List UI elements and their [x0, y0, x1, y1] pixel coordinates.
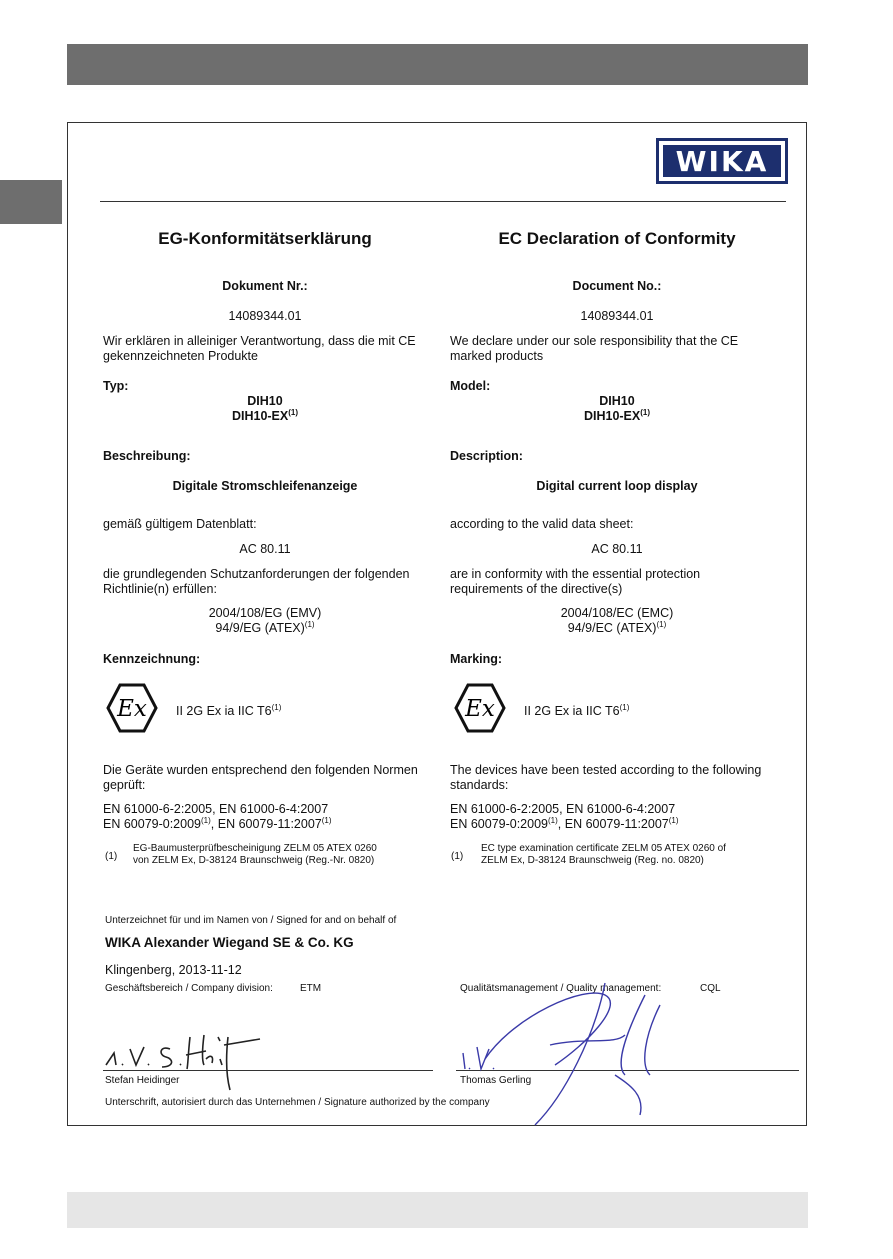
- desc-en: Digital current loop display: [536, 479, 698, 493]
- dir-en-2: 94/9/EC (ATEX)$^{(1)}$: [567, 619, 667, 635]
- marking-de: II 2G Ex ia IIC T6$^{(1)}$: [176, 702, 282, 718]
- intro-en-2: marked products: [450, 349, 544, 363]
- place-date: Klingenberg, 2013-11-12: [105, 963, 242, 977]
- intro-de-1: Wir erklären in alleiniger Verantwortung, dass die mit CE: [103, 334, 416, 348]
- tested-de-1: Die Geräte wurden entsprechend den folgenden Normen: [103, 763, 418, 777]
- company-name: WIKA Alexander Wiegand SE & Co. KG: [105, 935, 354, 950]
- ex-hexagon-icon-de: [106, 683, 158, 733]
- svg-text:Ex: Ex: [465, 696, 495, 722]
- datasheet-en: AC 80.11: [591, 542, 643, 556]
- header-rule: [100, 201, 786, 202]
- doc-label-de: Dokument Nr.:: [222, 279, 308, 293]
- model-en-1: DIH10: [599, 394, 635, 408]
- doc-no-de: 14089344.01: [228, 309, 302, 323]
- model-de-2: DIH10-EX$^{(1)}$: [231, 407, 299, 423]
- intro-de-2: gekennzeichneten Produkte: [103, 349, 258, 363]
- std-de-1: EN 61000-6-2:2005, EN 61000-6-4:2007: [103, 802, 329, 816]
- footnote-num-en: (1): [451, 851, 464, 862]
- page-header-bar: [67, 44, 808, 85]
- qm-label: Qualitätsmanagement / Quality management:: [460, 983, 662, 994]
- side-language-tab: [0, 180, 62, 224]
- intro-en-1: We declare under our sole responsibility that the CE: [450, 334, 739, 348]
- division-value: ETM: [300, 983, 322, 994]
- signer-2: Thomas Gerling: [460, 1075, 532, 1086]
- type-label-de: Typ:: [103, 379, 129, 393]
- signature-gerling: [455, 975, 695, 1127]
- model-de-1: DIH10: [247, 394, 283, 408]
- datasheet-de: AC 80.11: [239, 542, 291, 556]
- qm-value: CQL: [700, 983, 721, 994]
- req-de-2: Richtlinie(n) erfüllen:: [103, 582, 217, 596]
- footnote-num-de: (1): [105, 851, 118, 862]
- marking-label-en: Marking:: [450, 652, 503, 666]
- tested-en-1: The devices have been tested according to the following: [450, 763, 762, 777]
- marking-en: II 2G Ex ia IIC T6$^{(1)}$: [524, 702, 630, 718]
- division-label: Geschäftsbereich / Company division:: [105, 983, 273, 994]
- model-en-2: DIH10-EX$^{(1)}$: [583, 407, 651, 423]
- signer-1: Stefan Heidinger: [105, 1075, 180, 1086]
- std-en-1: EN 61000-6-2:2005, EN 61000-6-4:2007: [450, 802, 676, 816]
- marking-label-de: Kennzeichnung:: [103, 652, 201, 666]
- datasheet-label-de: gemäß gültigem Datenblatt:: [103, 517, 257, 531]
- std-en-2: EN 60079-0:2009$^{(1)}$, EN 60079-11:2007$^{(1)}$: [450, 815, 679, 831]
- desc-label-de: Beschreibung:: [103, 449, 191, 463]
- signed-for: Unterzeichnet für und im Namen von / Signed for and on behalf of: [105, 915, 397, 926]
- tested-de-2: geprüft:: [103, 778, 146, 792]
- ex-hexagon-icon-en: [454, 683, 506, 733]
- doc-label-en: Document No.:: [572, 279, 662, 293]
- req-de-1: die grundlegenden Schutzanforderungen der folgenden: [103, 567, 410, 581]
- dir-en-1: 2004/108/EC (EMC): [560, 606, 674, 620]
- footnote-en-2: ZELM Ex, D-38124 Braunschweig (Reg. no. 0820): [481, 855, 704, 866]
- svg-text:Ex: Ex: [117, 696, 147, 722]
- std-de-2: EN 60079-0:2009$^{(1)}$, EN 60079-11:2007$^{(1)}$: [103, 815, 332, 831]
- tested-en-2: standards:: [450, 778, 509, 792]
- datasheet-label-en: according to the valid data sheet:: [450, 517, 634, 531]
- footnote-de-2: von ZELM Ex, D-38124 Braunschweig (Reg.-Nr. 0820): [133, 855, 375, 866]
- req-en-1: are in conformity with the essential protection: [450, 567, 701, 581]
- wika-logo: WIKA: [656, 138, 788, 184]
- dir-de-2: 94/9/EG (ATEX)$^{(1)}$: [215, 619, 315, 635]
- page-footer-bar: [67, 1192, 808, 1228]
- desc-de: Digitale Stromschleifenanzeige: [172, 479, 358, 493]
- title-de: EG-Konformitätserklärung: [158, 229, 372, 248]
- desc-label-en: Description:: [450, 449, 523, 463]
- dir-de-1: 2004/108/EG (EMV): [208, 606, 322, 620]
- footnote-de-1: EG-Baumusterprüfbescheinigung ZELM 05 ATEX 0260: [133, 843, 377, 854]
- doc-no-en: 14089344.01: [580, 309, 654, 323]
- footnote-en-1: EC type examination certificate ZELM 05 ATEX 0260 of: [481, 843, 726, 854]
- title-en: EC Declaration of Conformity: [498, 229, 736, 248]
- req-en-2: requirements of the directive(s): [450, 582, 623, 596]
- type-label-en: Model:: [450, 379, 491, 393]
- signature-note: Unterschrift, autorisiert durch das Unternehmen / Signature authorized by the company: [105, 1097, 490, 1108]
